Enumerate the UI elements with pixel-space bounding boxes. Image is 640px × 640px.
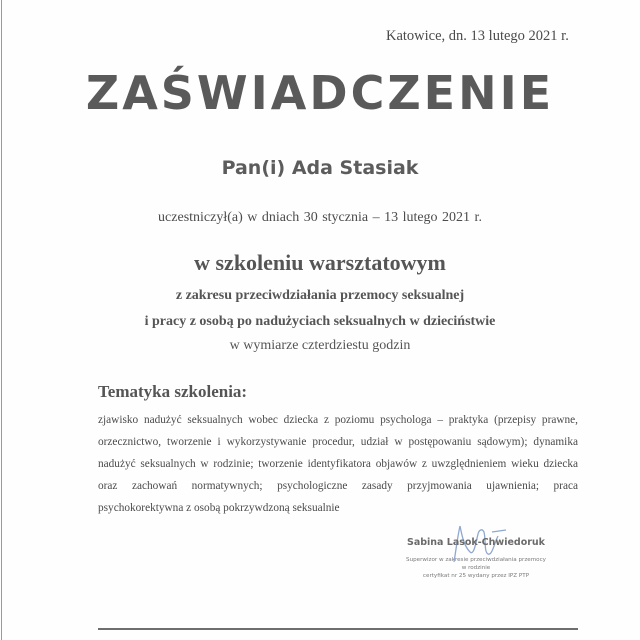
participation-dates: uczestniczył(a) w dniach 30 stycznia – 13 lutego 2021 r. (158, 210, 482, 225)
course-type: w szkoleniu warsztatowym (194, 250, 446, 275)
signatory-name: Sabina Lasok-Chwiedoruk (406, 537, 545, 548)
signatory-role-line-2: w rodzinie (461, 565, 491, 571)
course-hours: w wymiarze czterdziestu godzin (229, 338, 411, 353)
topics-heading: Tematyka szkolenia: (98, 382, 248, 401)
footer-divider (98, 628, 578, 630)
certificate-title: ZAŚWIADCZENIE (85, 66, 555, 120)
topics-body: zjawisko nadużyć seksualnych wobec dziecka z poziomu psychologa – praktyka (przepisy prawne, orzecznictwo, tworzenie i wykorzystywanie procedur, udział w postępowaniu sądowym); dynamika nadużyć seksualnych w rodzinie; tworzenie identyfikatora objawów z uwzględnieniem wieku dziecka oraz zachowań normatywnych; psychologiczne zasady przyjmowania ujawnienia; praca psychokorektywna z osobą pokrzywdzoną seksualnie (98, 414, 578, 514)
place-and-date: Katowice, dn. 13 lutego 2021 r. (386, 28, 569, 44)
signatory-role-line-3: certyfikat nr 25 wydany przez IPZ PTP (422, 573, 530, 579)
course-scope-line-1: z zakresu przeciwdziałania przemocy seksualnej (175, 288, 465, 303)
signature-block (396, 528, 556, 580)
course-scope-line-2: i pracy z osobą po nadużyciach seksualnych w dzieciństwie (144, 314, 496, 329)
signatory-role-line-1: Superwizor w zakresie przeciwdziałania przemocy (406, 557, 546, 563)
recipient-name: Pan(i) Ada Stasiak (221, 157, 419, 179)
